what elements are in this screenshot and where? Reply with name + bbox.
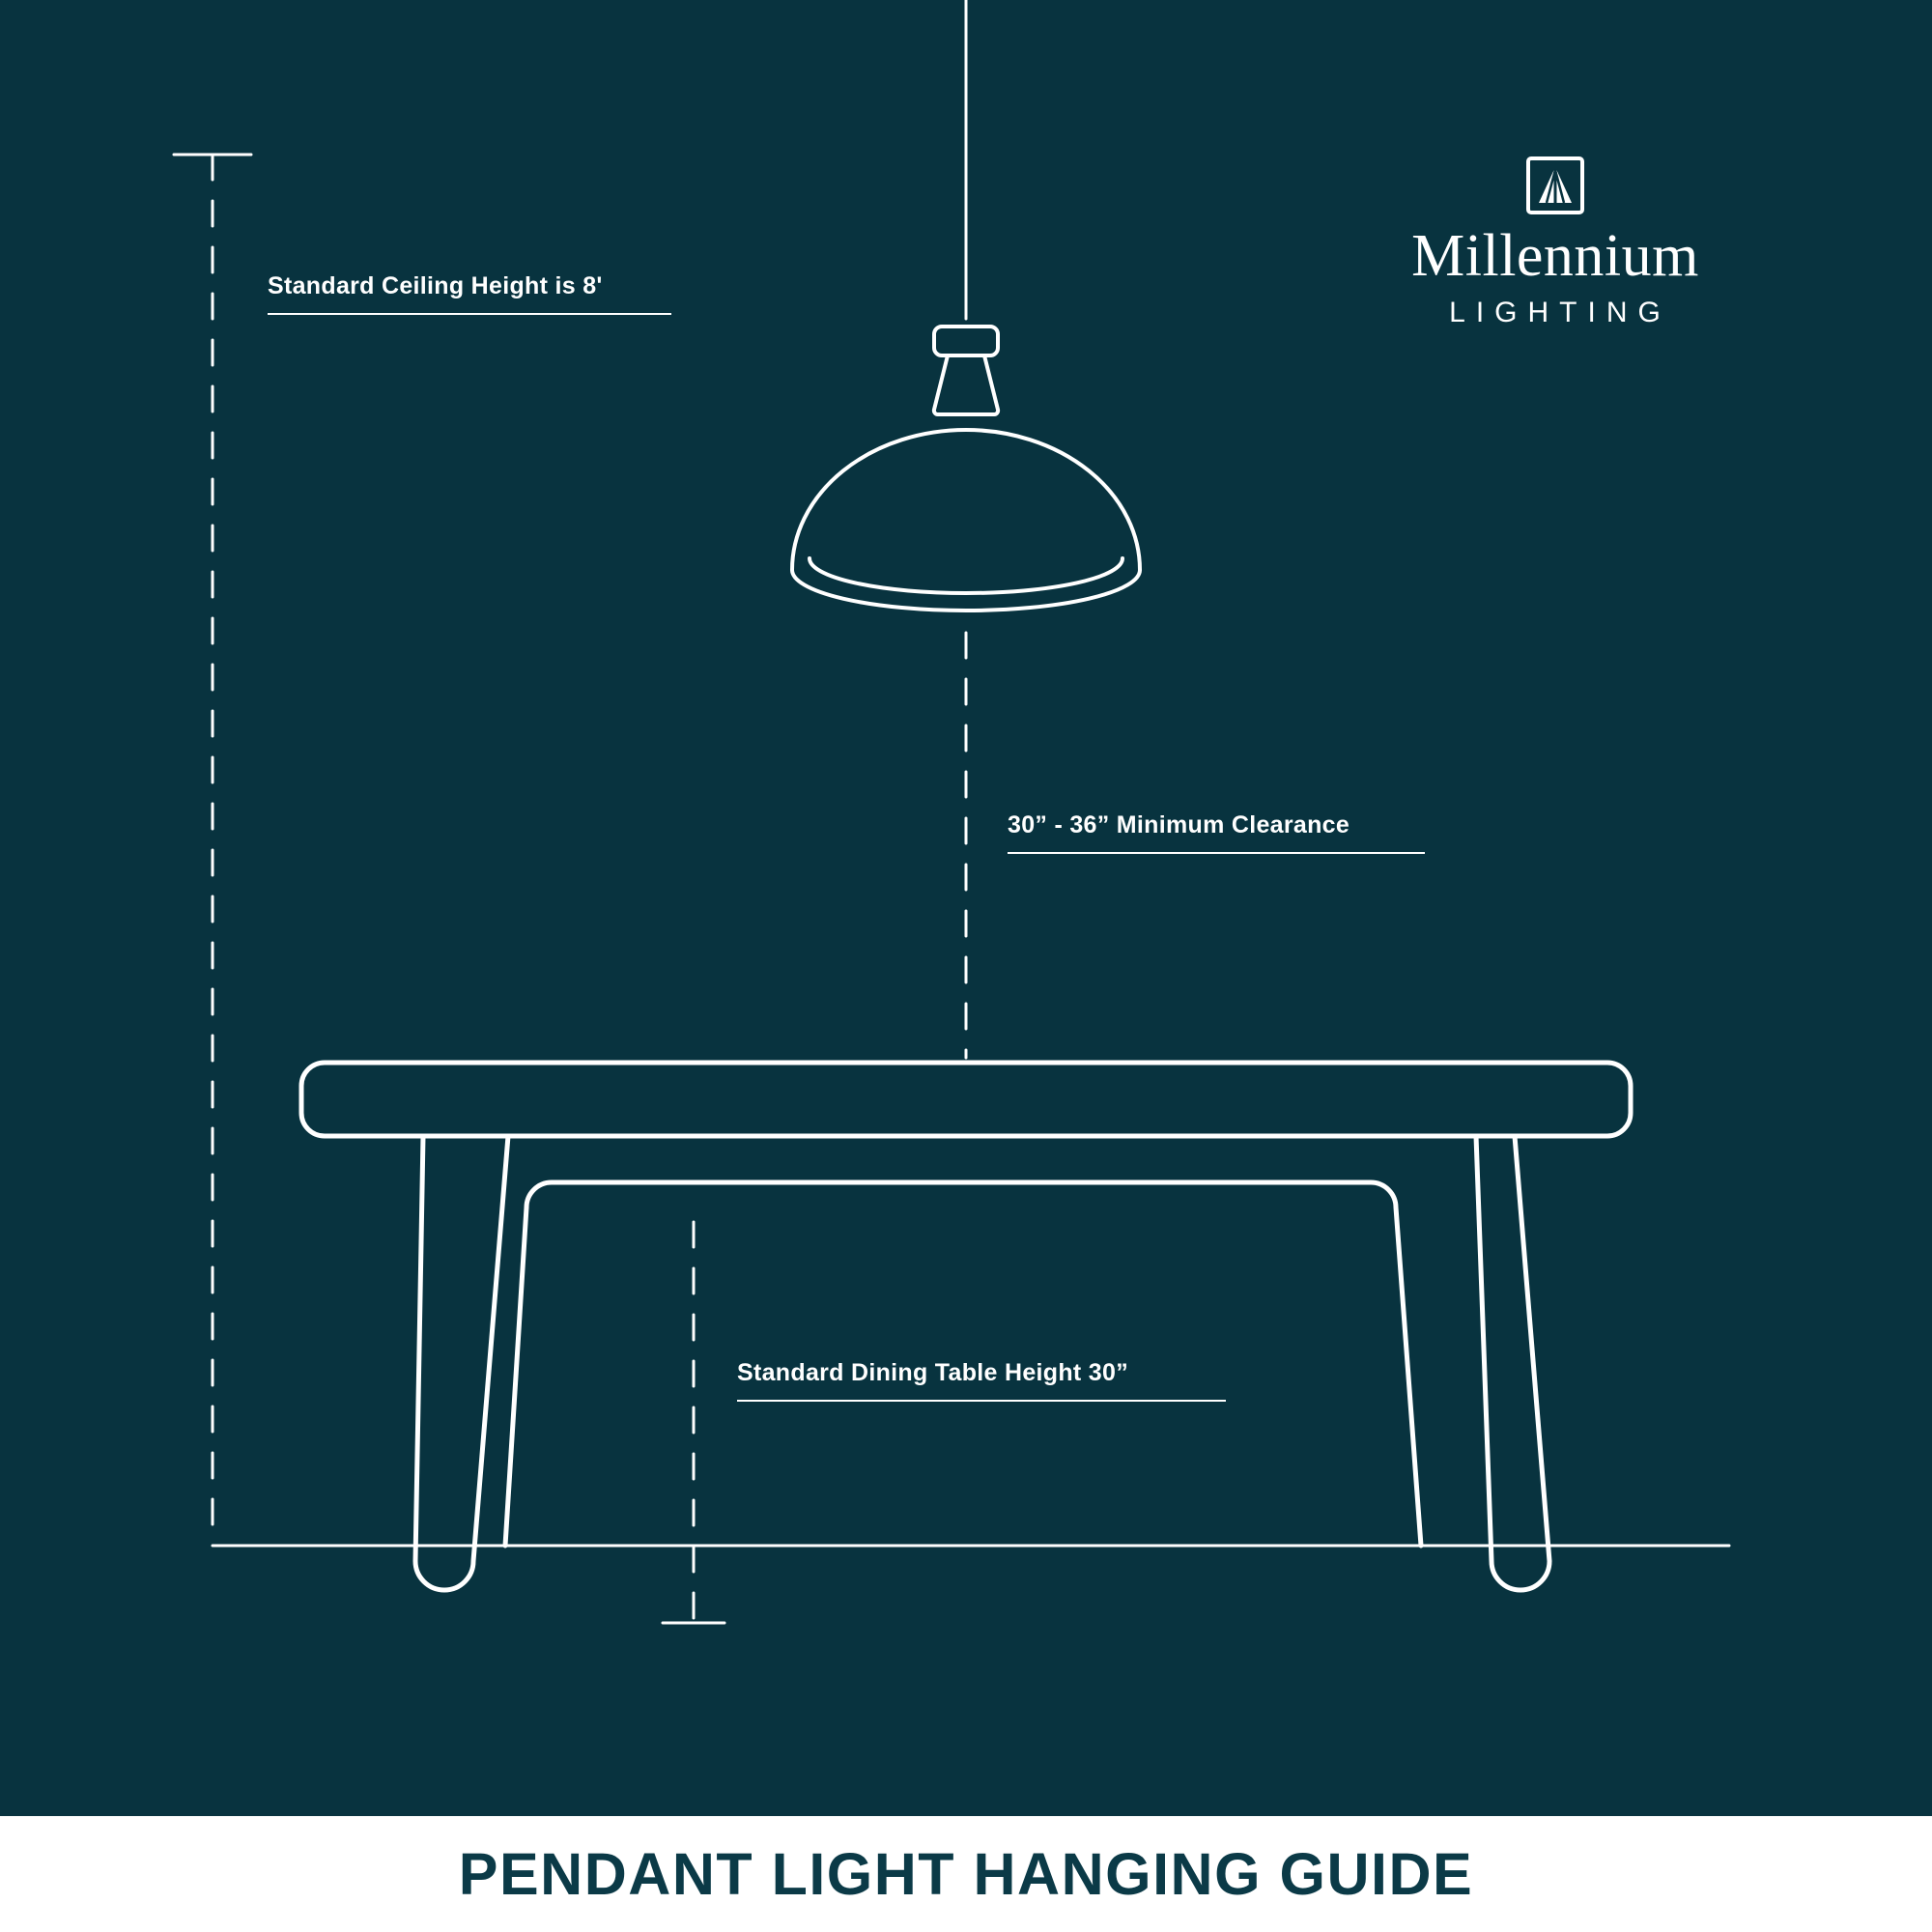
lighthouse-beam-icon <box>1524 155 1586 216</box>
brand-name: Millennium <box>1411 223 1699 289</box>
callout-minimum-clearance-label: 30” - 36” Minimum Clearance <box>1008 811 1350 838</box>
callout-minimum-clearance <box>1008 811 1425 854</box>
callout-table-height-label: Standard Dining Table Height 30” <box>737 1359 1129 1386</box>
footer-bar <box>0 1816 1932 1932</box>
vertical-dimension-line-icon <box>174 155 251 1546</box>
brand-logo <box>1343 155 1768 329</box>
callout-ceiling-height <box>268 272 671 315</box>
footer-title: PENDANT LIGHT HANGING GUIDE <box>458 1841 1474 1907</box>
dining-table-icon <box>301 1063 1631 1590</box>
callout-table-height <box>737 1359 1226 1402</box>
callout-underline <box>268 313 671 315</box>
callout-underline <box>1008 852 1425 854</box>
callout-ceiling-height-label: Standard Ceiling Height is 8' <box>268 272 603 299</box>
callout-underline <box>737 1400 1226 1402</box>
dashed-table-height-line-icon <box>663 1222 724 1623</box>
pendant-lamp-icon <box>792 327 1140 611</box>
brand-subtitle: LIGHTING <box>1449 297 1671 329</box>
